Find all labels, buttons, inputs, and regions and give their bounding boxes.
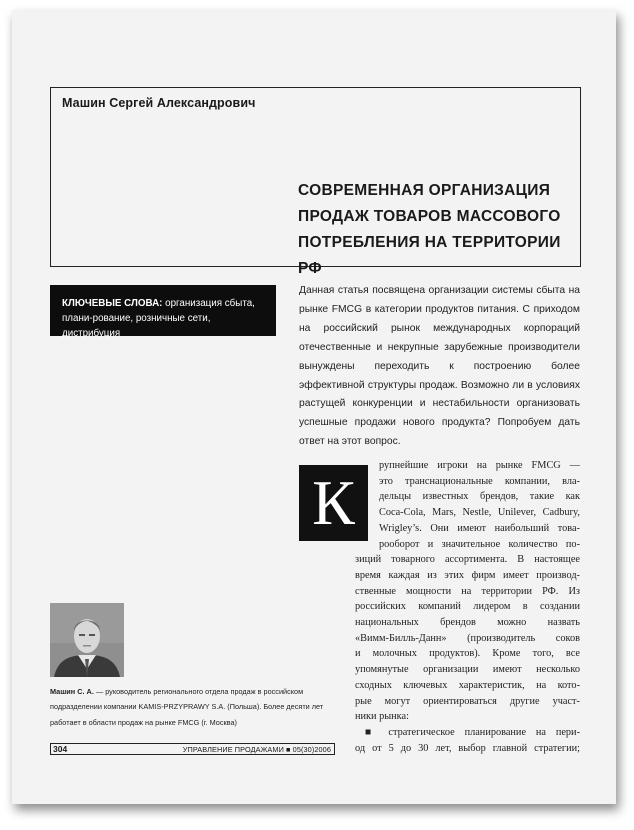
title-line: ПОТРЕБЛЕНИЯ НА ТЕРРИТОРИИ РФ — [298, 234, 561, 277]
page-footer — [50, 743, 335, 755]
title-line: ПРОДАЖ ТОВАРОВ МАССОВОГО — [298, 208, 561, 225]
page-number: 304 — [53, 744, 68, 754]
body-line: национальных брендов можно назвать — [355, 617, 580, 629]
keywords-text: организация сбыта, плани-рование, розничные сети, дистрибуция — [62, 298, 255, 339]
drop-cap: К — [299, 465, 368, 541]
body-line: рые могут ориентироваться другие участ- — [355, 695, 580, 707]
body-line: «Вимм-Билль-Данн» (производитель соков — [355, 632, 580, 644]
keywords-label: КЛЮЧЕВЫЕ СЛОВА: — [62, 298, 163, 309]
author-photo — [50, 603, 124, 677]
bio-name: Машин С. А. — [50, 687, 94, 696]
portrait-image — [50, 603, 124, 677]
body-line: ственные мощности на территории РФ. Из — [355, 585, 580, 597]
keywords-box — [50, 285, 276, 339]
body-line: Wrigley’s. Они имеют наибольший това- — [379, 522, 580, 534]
author-bio — [50, 684, 342, 730]
body-line: это транснациональные компании, вла- — [379, 475, 580, 487]
bio-text: — руководитель регионального отдела продаж в российском подразделении компании KAMIS-PRZYPRAWY S.A. (Польша). Более десяти лет работает в области продаж на рынке FMCG (г. Москва) — [50, 687, 324, 727]
body-line: ники рынка: — [355, 711, 409, 723]
journal-info: УПРАВЛЕНИЕ ПРОДАЖАМИ ■ 05(30)2006 — [182, 745, 331, 754]
body-line: од от 5 до 30 лет, выбор главной стратегии; — [355, 742, 580, 754]
body-line: зиций товарного ассортимента. В настоящее — [355, 554, 580, 566]
bullet-line: ■ стратегическое планирование на пери- — [365, 726, 580, 738]
body-line: время каждая из этих фирм имеет производ- — [355, 569, 580, 581]
abstract: Данная статья посвящена организации системы сбыта на рынке FMCG в категории продуктов питания. С приходом на российский рынок международных корпораций отечественные и некрупные зарубежные производители вынуждены переходить к построению более эффективной структуры продаж. Возможно ли в условиях растущей конкуренции и нестабильности организовать успешные продажи нового продукта? Попробуем дать ответ на этот вопрос. — [299, 285, 580, 448]
body-line: рооборот и значительное количество по- — [379, 538, 580, 550]
body-line: сходных ключевых характеристик, на кото- — [355, 679, 580, 691]
body-line: дельцы известных брендов, такие как — [379, 491, 580, 503]
title-line: СОВРЕМЕННАЯ ОРГАНИЗАЦИЯ — [298, 182, 551, 199]
author-name: Машин Сергей Александрович — [62, 96, 256, 110]
body-line: рупнейшие игроки на рынке FMCG — — [379, 460, 580, 471]
body-line: российских компаний лидером в создании — [355, 601, 580, 613]
body-line: Coca-Cola, Mars, Nestle, Unilever, Cadbury, — [379, 507, 580, 519]
article-title — [298, 178, 588, 282]
body-line: и молочных продуктов). Кроме того, все — [355, 648, 580, 660]
body-line: упомянутые организации имеют несколько — [355, 664, 580, 676]
